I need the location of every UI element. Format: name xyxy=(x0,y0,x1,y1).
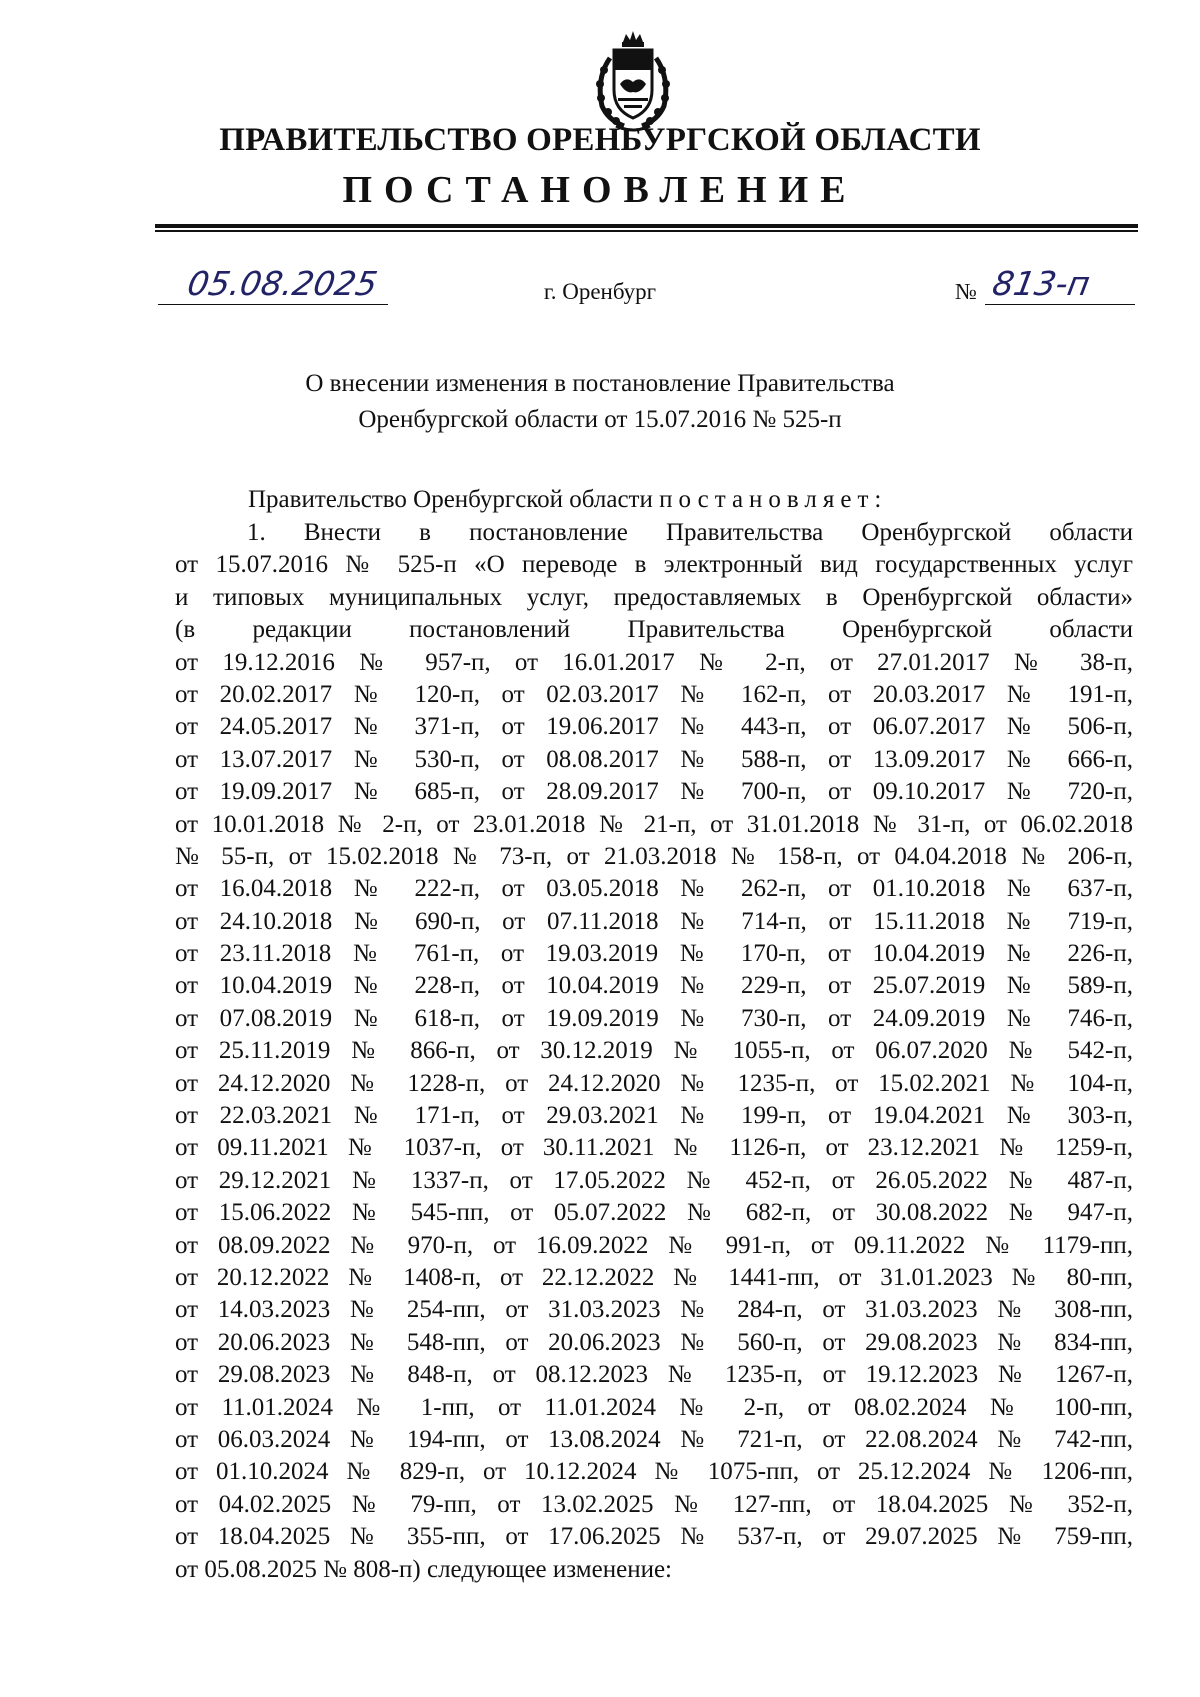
number-label: № xyxy=(955,279,977,304)
document-subject xyxy=(0,366,1200,438)
body-line: и типовых муниципальных услуг, предоставляемых в Оренбургской области» xyxy=(175,583,1133,611)
government-title: ПРАВИТЕЛЬСТВО ОРЕНБУРГСКОЙ ОБЛАСТИ xyxy=(219,122,981,158)
body-line: 1. Внести в постановление Правительства Оренбургской области xyxy=(247,519,1133,546)
header-divider-thin xyxy=(155,230,1138,232)
body-line: от 16.04.2018 № 222-п, от 03.05.2018 № 262-п, от 01.10.2018 № 637-п, xyxy=(175,875,1133,903)
body-line: от 15.07.2016 № 525-п «О переводе в электронный вид государственных услуг xyxy=(175,551,1133,579)
body-line: от 18.04.2025 № 355-пп, от 17.06.2025 № 537-п, от 29.07.2025 № 759-пп, xyxy=(175,1523,1133,1551)
body-line: (в редакции постановлений Правительства Оренбургской области xyxy=(175,616,1133,644)
number-field xyxy=(985,264,1135,305)
city: г. Оренбург xyxy=(543,279,657,304)
body-line: от 13.07.2017 № 530-п, от 08.08.2017 № 588-п, от 13.09.2017 № 666-п, xyxy=(175,745,1133,773)
body-line: от 15.06.2022 № 545-пп, от 05.07.2022 № 682-п, от 30.08.2022 № 947-п, xyxy=(175,1199,1133,1227)
body-line: от 22.03.2021 № 171-п, от 29.03.2021 № 199-п, от 19.04.2021 № 303-п, xyxy=(175,1102,1133,1130)
body-line: от 08.09.2022 № 970-п, от 16.09.2022 № 991-п, от 09.11.2022 № 1179-пп, xyxy=(175,1231,1133,1259)
preamble xyxy=(248,486,887,514)
body-line: от 24.12.2020 № 1228-п, от 24.12.2020 № 1235-п, от 15.02.2021 № 104-п, xyxy=(175,1069,1133,1097)
body-line: от 09.11.2021 № 1037-п, от 30.11.2021 № 1126-п, от 23.12.2021 № 1259-п, xyxy=(175,1134,1133,1162)
body-line: от 04.02.2025 № 79-пп, от 13.02.2025 № 127-пп, от 18.04.2025 № 352-п, xyxy=(175,1490,1133,1518)
body-line: № 55-п, от 15.02.2018 № 73-п, от 21.03.2018 № 158-п, от 04.04.2018 № 206-п, xyxy=(175,842,1133,870)
body-line: от 10.04.2019 № 228-п, от 10.04.2019 № 229-п, от 25.07.2019 № 589-п, xyxy=(175,972,1133,1000)
body-line: от 20.12.2022 № 1408-п, от 22.12.2022 № 1441-пп, от 31.01.2023 № 80-пп, xyxy=(175,1263,1133,1291)
coat-of-arms-icon xyxy=(590,28,676,134)
document-number: 813-п xyxy=(989,264,1093,303)
subject-line: О внесении изменения в постановление Правительства xyxy=(305,370,895,397)
body-line: от 20.06.2023 № 548-пп, от 20.06.2023 № 560-п, от 29.08.2023 № 834-пп, xyxy=(175,1328,1133,1356)
preamble-verb: постановляет: xyxy=(659,486,888,513)
body-line: от 24.10.2018 № 690-п, от 07.11.2018 № 714-п, от 15.11.2018 № 719-п, xyxy=(175,907,1133,935)
body-line: от 20.02.2017 № 120-п, от 02.03.2017 № 162-п, от 20.03.2017 № 191-п, xyxy=(175,680,1133,708)
body-line: от 07.08.2019 № 618-п, от 19.09.2019 № 730-п, от 24.09.2019 № 746-п, xyxy=(175,1004,1133,1032)
body-line: от 14.03.2023 № 254-пп, от 31.03.2023 № 284-п, от 31.03.2023 № 308-пп, xyxy=(175,1296,1133,1324)
document-date: 05.08.2025 xyxy=(184,264,381,303)
body-line: от 23.11.2018 № 761-п, от 19.03.2019 № 170-п, от 10.04.2019 № 226-п, xyxy=(175,940,1133,968)
body-line: от 05.08.2025 № 808-п) следующее изменение: xyxy=(175,1555,672,1583)
body-line: от 11.01.2024 № 1-пп, от 11.01.2024 № 2-п, от 08.02.2024 № 100-пп, xyxy=(175,1393,1133,1421)
body-line: от 24.05.2017 № 371-п, от 19.06.2017 № 443-п, от 06.07.2017 № 506-п, xyxy=(175,713,1133,741)
body-line: от 19.09.2017 № 685-п, от 28.09.2017 № 700-п, от 09.10.2017 № 720-п, xyxy=(175,778,1133,806)
subject-line: Оренбургской области от 15.07.2016 № 525-п xyxy=(358,406,842,433)
header-divider-thick xyxy=(155,224,1138,228)
body-line: от 29.08.2023 № 848-п, от 08.12.2023 № 1235-п, от 19.12.2023 № 1267-п, xyxy=(175,1361,1133,1389)
body-line: от 29.12.2021 № 1337-п, от 17.05.2022 № 452-п, от 26.05.2022 № 487-п, xyxy=(175,1166,1133,1194)
body-line: от 06.03.2024 № 194-пп, от 13.08.2024 № 721-п, от 22.08.2024 № 742-пп, xyxy=(175,1425,1133,1453)
body-line: от 10.01.2018 № 2-п, от 23.01.2018 № 21-п, от 31.01.2018 № 31-п, от 06.02.2018 xyxy=(175,810,1133,838)
body-paragraph xyxy=(175,517,1133,1586)
document-type: ПОСТАНОВЛЕНИЕ xyxy=(342,169,858,211)
body-line: от 19.12.2016 № 957-п, от 16.01.2017 № 2-п, от 27.01.2017 № 38-п, xyxy=(175,648,1133,676)
preamble-text: Правительство Оренбургской области xyxy=(248,486,660,513)
body-line: от 01.10.2024 № 829-п, от 10.12.2024 № 1075-пп, от 25.12.2024 № 1206-пп, xyxy=(175,1458,1133,1486)
body-line: от 25.11.2019 № 866-п, от 30.12.2019 № 1055-п, от 06.07.2020 № 542-п, xyxy=(175,1037,1133,1065)
